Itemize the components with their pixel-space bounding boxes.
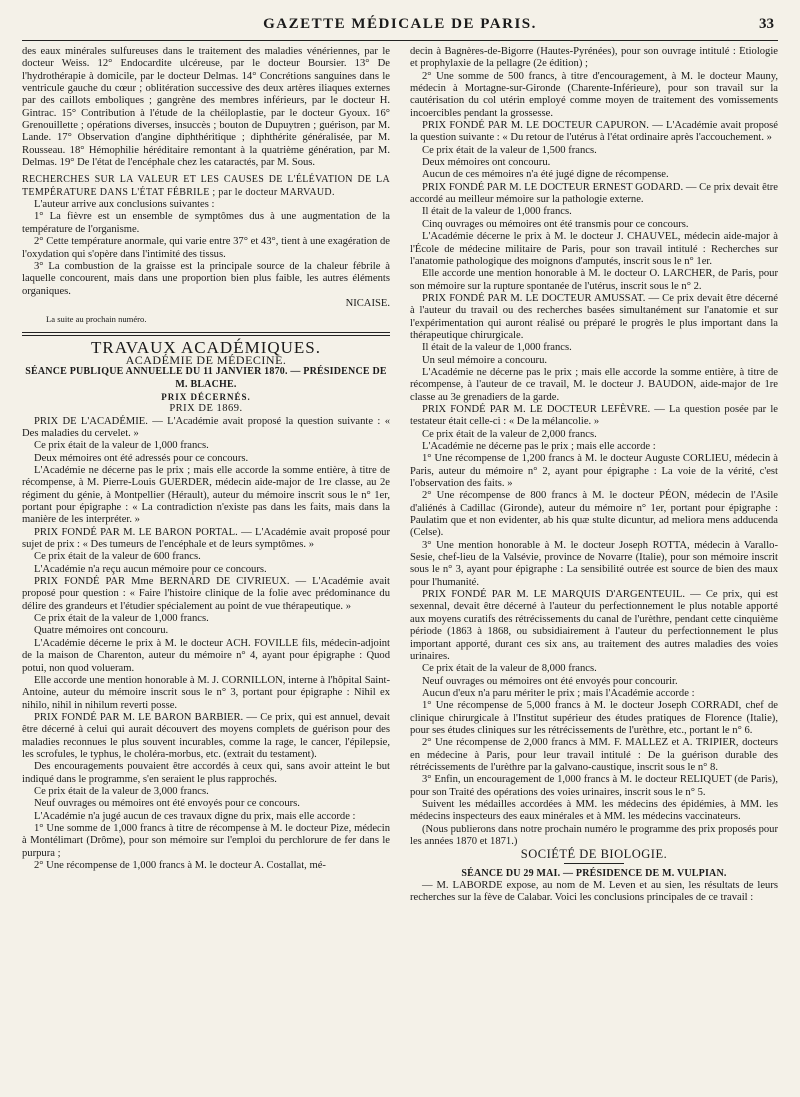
paragraph: Neuf ouvrages ou mémoires ont été envoyés pour ce concours.	[34, 798, 300, 810]
continuation-note: La suite au prochain numéro.	[46, 314, 147, 325]
page-header	[22, 14, 778, 41]
paragraph: Ce prix était de la valeur de 1,000 francs.	[34, 613, 209, 625]
paragraph: Deux mémoires ont concouru.	[422, 157, 551, 169]
paragraph: Ce prix était de la valeur de 8,000 francs.	[422, 663, 597, 675]
paragraph: 1° Une récompense de 5,000 francs à M. le docteur Joseph CORRADI, chef de clinique chirurgicale à l'Institut supérieur des études pratiques de Florence (Italie), pour ses études cliniques sur les rétrécissements de l'urèthre, etc., portant le n° 6.	[410, 700, 778, 736]
paragraph: Ce prix était de la valeur de 3,000 francs.	[34, 785, 209, 797]
paragraph: Des encouragements pouvaient être accordés à ceux qui, sans avoir atteint le but indiqué dans le programme, s'en seraient le plus rapprochés.	[22, 761, 390, 785]
paragraph: Aucun de ces mémoires n'a été jugé digne de récompense.	[422, 169, 669, 181]
section-title: TRAVAUX ACADÉMIQUES.	[90, 337, 321, 357]
paragraph: PRIX FONDÉ PAR M. LE MARQUIS D'ARGENTEUIL. — Ce prix, qui est sexennal, devait être décerné à l'auteur du perfectionnement le plus notable apporté aux moyens curatifs des rétrécissements du canal de l'urèthre, pendant cette cinquième période (1863 à 1868, ou subsidiairement à l'auteur du perfectionnement le plus important apporté, durant ces six ans, au traitement des autres maladies des voies urinaires.	[410, 589, 778, 662]
author-signature: NICAISE.	[345, 297, 390, 309]
paragraph: Il était de la valeur de 1,000 francs.	[422, 206, 572, 218]
section-heading: RECHERCHES SUR LA VALEUR ET LES CAUSES DE L'ÉLÉVATION DE LA TEMPÉRATURE DANS L'ÉTAT FÉBRILE ; par le docteur MARVAUD.	[22, 174, 390, 198]
paragraph: Ce prix était de la valeur de 1,000 francs.	[34, 440, 209, 452]
paragraph: Ce prix était de la valeur de 600 francs.	[34, 551, 201, 563]
paragraph: PRIX FONDÉ PAR M. LE DOCTEUR ERNEST GODARD. — Ce prix devait être accordé au meilleur mémoire sur la pathologie externe.	[410, 181, 778, 206]
paragraph: Ce prix était de la valeur de 1,500 francs.	[422, 144, 597, 156]
paragraph: Suivent les médailles accordées à MM. les médecins des épidémies, à MM. les médecins inspecteurs des eaux minérales et à MM. les médecins vaccinateurs.	[410, 798, 778, 823]
paragraph: 3° Une mention honorable à M. le docteur Joseph ROTTA, médecin à Varallo-Sesie, chef-lieu de la Valsévie, province de Novarre (Italie), pour son mémoire inscrit sous le n° 3, ayant pour épigraphe : La sensibilité outrée est source de bien des maux pour l'humanité.	[410, 539, 778, 588]
paragraph: L'auteur arrive aux conclusions suivantes :	[34, 199, 215, 211]
paragraph: Quatre mémoires ont concouru.	[34, 625, 169, 637]
session-line: SÉANCE PUBLIQUE ANNUELLE DU 11 JANVIER 1870. — PRÉSIDENCE DE M. BLACHE.	[25, 366, 387, 390]
paragraph: 3° Enfin, un encouragement de 1,000 francs à M. le docteur RELIQUET (de Paris), pour son Traité des opérations des voies urinaires, inscrit sous le n° 5.	[410, 774, 778, 798]
paragraph: 2° Cette température anormale, qui varie entre 37° et 43°, tient à une exagération de l'oxydation qui s'opère dans l'intimité des tissus.	[22, 236, 390, 260]
paragraph: Deux mémoires ont été adressés pour ce concours.	[34, 452, 249, 464]
paragraph: 2° Une récompense de 2,000 francs à MM. F. MALLEZ et A. TRIPIER, docteurs en médecine à Paris, pour leur travail intitulé : De la guérison durable des rétrécissements de l'urèthre par la galvano-caustique, inscrit sous le n° 8.	[410, 737, 778, 773]
paragraph: — M. LABORDE expose, au nom de M. Leven et au sien, les résultats de leurs recherches sur la fève de Calabar. Voici les conclusions principales de ce travail :	[410, 880, 778, 904]
session-line: SÉANCE DU 29 MAI. — PRÉSIDENCE DE M. VULPIAN.	[461, 867, 727, 879]
paragraph: PRIX FONDÉ PAR M. LE DOCTEUR LEFÈVRE. — La question posée par le testateur était celle-ci : « De la mélancolie. »	[410, 403, 778, 428]
paragraph: PRIX FONDÉ PAR M. LE DOCTEUR AMUSSAT. — Ce prix devait être décerné à l'auteur du travail ou des recherches basées simultanément sur l'anatomie et sur l'expérimentation qui auront réalisé ou préparé le progrès le plus important dans la thérapeutique chirurgicale.	[410, 292, 778, 341]
paragraph: Cinq ouvrages ou mémoires ont été transmis pour ce concours.	[422, 218, 689, 230]
section-title: SOCIÉTÉ DE BIOLOGIE.	[520, 847, 668, 862]
paragraph: 2° Une somme de 500 francs, à titre d'encouragement, à M. le docteur Mauny, médecin à Mortagne-sur-Gironde (Charente-Inférieure), pour son travail sur la cautérisation du col utérin employé comme moyen de traitement des vomissements incoercibles pendant la grossesse.	[410, 70, 778, 119]
paragraph: L'Académie ne décerne pas le prix ; mais elle accorde :	[422, 441, 656, 452]
paragraph: L'Académie ne décerne pas le prix ; mais elle accorde la somme entière, à titre de récompense, à l'auteur de ce travail, M. le docteur J. BAUDON, aide-major de 1re classe au 3e grenadiers de la garde.	[410, 366, 778, 403]
paragraph: Elle accorde une mention honorable à M. J. CORNILLON, interne à l'hôpital Saint-Antoine, auteur du mémoire inscrit sous le n° 3, portant pour épigraphe : Nihil ex nihilo, nihil in nihilum reverti posse.	[22, 674, 390, 711]
paragraph: 1° Une somme de 1,000 francs à titre de récompense à M. le docteur Pize, médecin à Montélimart (Drôme), pour son mémoire sur l'emploi du perchlorure de fer dans le purpura ;	[22, 822, 390, 859]
left-column	[22, 46, 390, 1091]
right-column	[410, 46, 778, 1091]
paragraph: Elle accorde une mention honorable à M. le docteur O. LARCHER, de Paris, pour son mémoire sur la rupture spontanée de l'utérus, inscrit sous le n° 2.	[410, 268, 778, 292]
prize-year: PRIX DE 1869.	[169, 403, 243, 415]
paragraph: L'Académie décerne le prix à M. le docteur J. CHAUVEL, médecin aide-major à l'École de médecine militaire de Paris, pour son travail intitulé : Recherches sur l'anatomie pathologique des moignons d'amputés, inscrit sous le n° 1er.	[410, 231, 778, 267]
paragraph: 2° Une récompense de 800 francs à M. le docteur PÉON, médecin de l'Asile d'aliénés à Cadillac (Gironde), auteur du mémoire n° 1er, portant pour épigraphe : Paulatim que et non evidenter, ab his quæ stulte dicuntur, ad meliora mens adducenda (Celse).	[410, 490, 778, 539]
paragraph: Neuf ouvrages ou mémoires ont été envoyés pour concourir.	[422, 675, 678, 687]
prize-heading: PRIX DÉCERNÉS.	[161, 391, 251, 402]
paragraph: PRIX FONDÉ PAR M. LE DOCTEUR CAPURON. — L'Académie avait proposé la question suivante : « Du retour de l'utérus à l'état ordinaire après l'accouchement. »	[410, 120, 778, 144]
paragraph: PRIX FONDÉ PAR Mme BERNARD DE CIVRIEUX. — L'Académie avait proposé pour question : « Faire l'histoire clinique de la folie avec prédominance du délire des grandeurs et l'étudier spécialement au point de vue thérapeutique. »	[22, 576, 390, 612]
journal-title: GAZETTE MÉDICALE DE PARIS.	[263, 16, 537, 32]
paragraph: Un seul mémoire a concouru.	[422, 354, 548, 366]
paragraph: decin à Bagnères-de-Bigorre (Hautes-Pyrénées), pour son ouvrage intitulé : Étiologie et prophylaxie de la pellagre (2e édition) ;	[410, 46, 778, 70]
paragraph: 1° Une récompense de 1,200 francs à M. le docteur Auguste CORLIEU, médecin à Paris, auteur du mémoire n° 2, ayant pour épigraphe : La voie de la vérité, c'est l'observation des faits. »	[410, 453, 778, 490]
subsection-title: ACADÉMIE DE MÉDECINE.	[125, 352, 287, 367]
divider	[22, 332, 390, 333]
paragraph: L'Académie décerne le prix à M. le docteur ACH. FOVILLE fils, médecin-adjoint de la maison de Charenton, auteur du mémoire n° 4, ayant pour épigraphe : Quod potui, non quod volueram.	[22, 637, 390, 674]
paragraph: 3° La combustion de la graisse est la principale source de la chaleur fébrile à laquelle concourent, mais dans une proportion bien plus faible, les autres éléments organiques.	[22, 260, 390, 297]
paragraph: PRIX FONDÉ PAR M. LE BARON BARBIER. — Ce prix, qui est annuel, devait être décerné à celui qui aurait découvert des moyens complets de guérison pour des maladies reconnues le plus souvent incurables, comme la rage, le cancer, l'épilepsie, les scrofules, le typhus, le choléra-morbus, etc. (extrait du testament).	[22, 711, 390, 760]
paragraph: PRIX DE L'ACADÉMIE. — L'Académie avait proposé la question suivante : « Des maladies du cervelet. »	[22, 415, 390, 439]
paragraph: L'Académie n'a jugé aucun de ces travaux digne du prix, mais elle accorde :	[34, 810, 356, 822]
paragraph: PRIX FONDÉ PAR M. LE BARON PORTAL. — L'Académie avait proposé pour sujet de prix : « Des tumeurs de l'encéphale et de leurs symptômes. »	[22, 526, 390, 551]
paragraph: Aucun d'eux n'a paru mériter le prix ; mais l'Académie accorde :	[422, 687, 695, 699]
divider	[22, 335, 390, 336]
paragraph: (Nous publierons dans notre prochain numéro le programme des prix proposés pour les années 1870 et 1871.)	[410, 823, 778, 847]
divider	[564, 863, 624, 864]
paragraph: 1° La fièvre est un ensemble de symptômes dus à une augmentation de la température de l'organisme.	[22, 211, 390, 235]
page-number: 33	[759, 16, 774, 32]
paragraph: des eaux minérales sulfureuses dans le traitement des maladies vénériennes, par le docteur Weiss. 12° Endocardite ulcéreuse, par le docteur Boursier. 13° De l'hydrothérapie à domicile, par le docteur Delmas. 14° Concrétions sanguines dans le ventricule gauche du cœur ; oblitération successive des deux artères iliaques externes par des caillots emboliques ; gangrène des membres inférieurs, par le docteur H. Gintrac. 15° Contribution à l'étude de la chéiloplastie, par le docteur Gyoux. 16° Grenouillette ; opérations diverses, insuccès ; bouton de Dupuytren ; guérison, par M. Lande. 17° Observation d'angine diphthéritique ; diphthérite généralisée, par M. Rousseau. 18° Hémophilie héréditaire remontant à la quatrième génération, par M. Delmas. 19° De l'état de l'encéphale chez les cataractés, par M. Sous.	[22, 46, 390, 169]
paragraph: L'Académie n'a reçu aucun mémoire pour ce concours.	[34, 563, 267, 575]
paragraph: L'Académie ne décerne pas le prix ; mais elle accorde la somme entière, à titre de récompense, à M. Pierre-Louis GUERDER, médecin aide-major de 1re classe, au 2e régiment du génie, à Montpellier (Hérault), auteur du mémoire inscrit sous le n° 1er, portant pour épigraphe : « La contradiction n'existe pas dans les faits, mais dans la manière de les interpréter. »	[22, 465, 390, 526]
paragraph: Il était de la valeur de 1,000 francs.	[422, 342, 572, 354]
paragraph: 2° Une récompense de 1,000 francs à M. le docteur A. Costallat, mé-	[34, 860, 326, 871]
paragraph: Ce prix était de la valeur de 2,000 francs.	[422, 428, 597, 440]
